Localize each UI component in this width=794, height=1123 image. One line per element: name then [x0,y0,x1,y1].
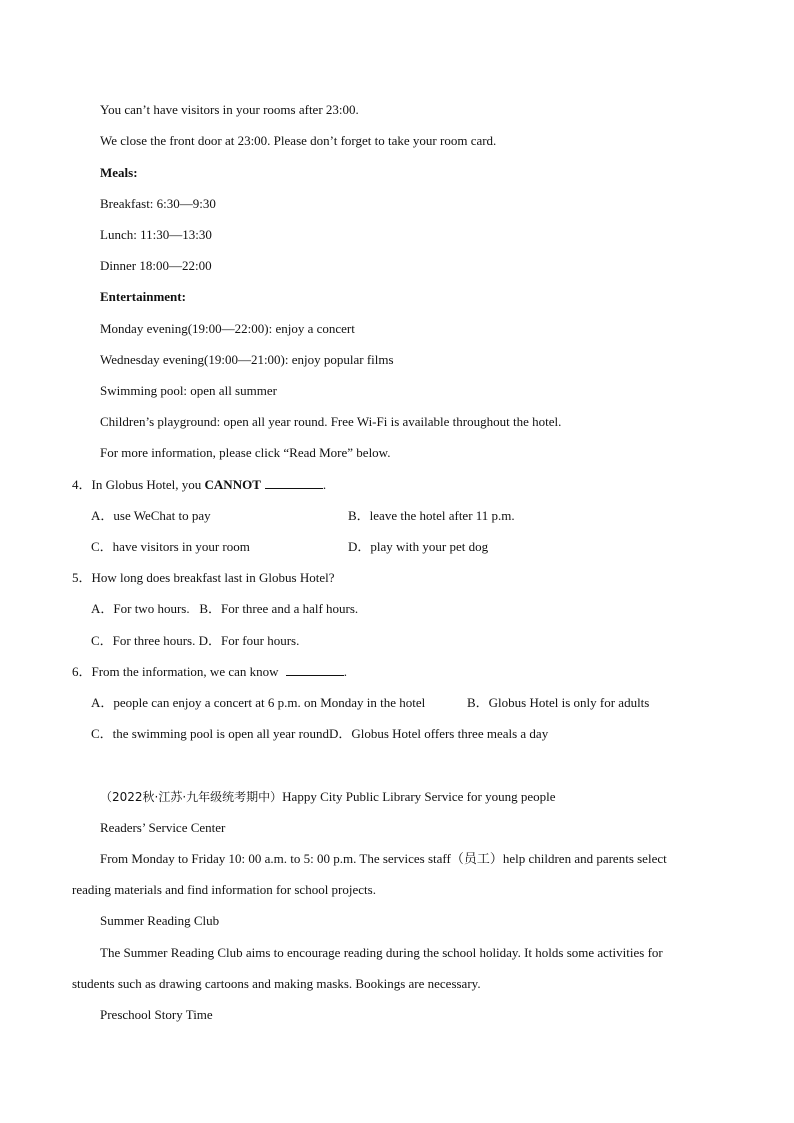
question-6: 6．From the information, we can know . [72,664,348,679]
entertainment-wednesday: Wednesday evening(19:00—21:00): enjoy popular films [100,352,394,367]
meals-heading: Meals: [100,165,138,180]
meal-dinner: Dinner 18:00—22:00 [100,258,212,273]
rule-front-door: We close the front door at 23:00. Please don’t forget to take your room card. [100,133,497,148]
entertainment-monday: Monday evening(19:00—22:00): enjoy a concert [100,321,355,336]
readers-service-heading: Readers’ Service Center [100,820,226,835]
question-4: 4．In Globus Hotel, you CANNOT . [72,477,327,492]
passage2-title: Happy City Public Library Service for young people [282,789,556,804]
readers-service-line2: reading materials and find information for school projects. [72,882,376,897]
meal-breakfast: Breakfast: 6:30—9:30 [100,196,216,211]
q4-option-c: C．have visitors in your room [91,539,250,554]
passage2-source: （2022秋·江苏·九年级统考期中） [100,790,283,804]
question-5: 5．How long does breakfast last in Globus Hotel? [72,570,335,585]
q5-options-ab: A．For two hours. B．For three and a half hours. [91,601,359,616]
entertainment-heading: Entertainment: [100,289,186,304]
passage2-title-line [100,789,555,805]
readers-service-line1: From Monday to Friday 10: 00 a.m. to 5: 00 p.m. The services staff（员工）help children and parents select [100,851,667,866]
entertainment-playground: Children’s playground: open all year round. Free Wi-Fi is available throughout the hotel. [100,414,562,429]
preschool-heading: Preschool Story Time [100,1007,213,1022]
entertainment-pool: Swimming pool: open all summer [100,383,277,398]
q6-option-b: B．Globus Hotel is only for adults [467,695,650,710]
q6-option-a: A．people can enjoy a concert at 6 p.m. on Monday in the hotel [91,695,426,710]
summer-club-heading: Summer Reading Club [100,913,220,928]
q6-options-cd: C．the swimming pool is open all year roundD．Globus Hotel offers three meals a day [91,726,549,741]
summer-club-line1: The Summer Reading Club aims to encourage reading during the school holiday. It holds some activities for [100,945,663,960]
q4-option-a: A．use WeChat to pay [91,508,211,523]
meal-lunch: Lunch: 11:30—13:30 [100,227,212,242]
answer-blank [265,477,323,489]
q4-option-d: D．play with your pet dog [348,539,489,554]
q5-options-cd: C．For three hours. D．For four hours. [91,633,300,648]
answer-blank [286,664,344,676]
summer-club-line2: students such as drawing cartoons and making masks. Bookings are necessary. [72,976,481,991]
rule-visitors: You can’t have visitors in your rooms after 23:00. [100,102,359,117]
q4-option-b: B．leave the hotel after 11 p.m. [348,508,515,523]
more-info-text: For more information, please click “Read More” below. [100,445,391,460]
